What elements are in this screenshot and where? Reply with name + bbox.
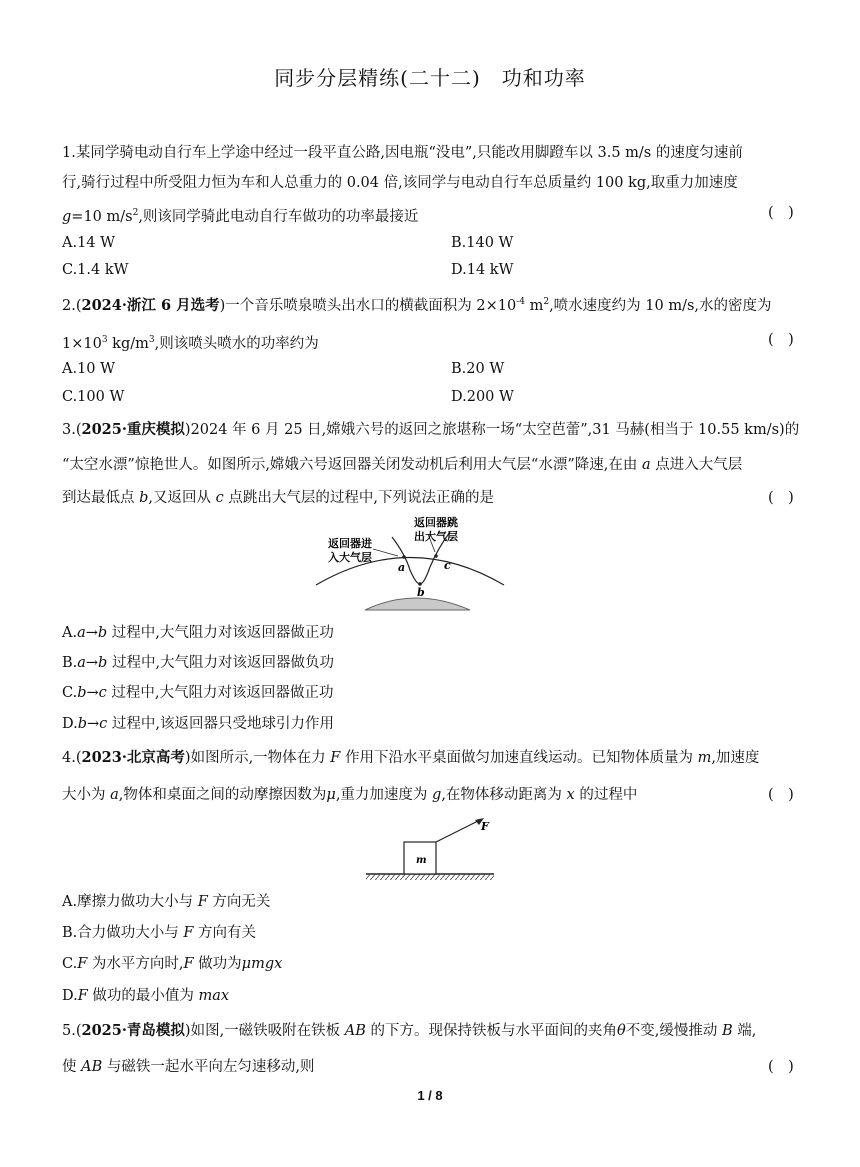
label-enter-line-1: 返回器进 [328,537,372,550]
q2-num: 2.( [62,297,82,314]
q1-line-1: 1.某同学骑电动自行车上学途中经过一段平直公路,因电瓶“没电”,只能改用脚蹬车以 3.5 m/s 的速度匀速前 [62,145,743,161]
q4-a-text-2: 方向无关 [207,894,271,910]
q3-b-pre: B. [62,655,78,671]
q2-sup-2: 2 [543,297,550,307]
q2-unit-2: kg/m [107,335,149,352]
q3-var-c: c [215,490,224,506]
q3-c-text: 过程中,大气阻力对该返回器做正功 [106,685,334,701]
q4-var-x: x [566,787,575,803]
q5-text-4: 端, [732,1023,757,1039]
q4-line-1 [62,748,759,768]
q1-sup: 2 [132,208,139,218]
q3-c-pre: C. [62,685,78,701]
label-exit-line-2: 出大气层 [414,530,458,543]
q3-d-text: 过程中,该返回器只受地球引力作用 [107,716,334,732]
block-force-figure [362,812,498,882]
q3-c-path: b→c [77,685,107,701]
q4-text-3: ,加速度 [711,750,760,766]
q4-b-text-2: 方向有关 [193,925,257,941]
q3-line-2 [62,455,742,475]
q4-var-g: g [432,787,442,803]
q2-option-d: D.200 W [451,389,514,405]
q5-var-AB: AB [344,1023,366,1039]
q4-c-text-2: 为水平方向时, [87,956,184,972]
label-enter-line-2: 入大气层 [328,551,372,564]
q4-text-8: 的过程中 [574,787,638,803]
q1-text: =10 m/s [71,208,133,225]
q4-d-expr: max [198,988,230,1004]
q1-option-c: C.1.4 kW [62,262,129,278]
label-mass-m: m [416,855,427,866]
q4-d-text-2: 做功的最小值为 [87,988,199,1004]
page-title: 同步分层精练(二十二) 功和功率 [274,66,586,90]
q4-var-mu: μ [326,787,336,803]
q5-line-2 [62,1057,314,1077]
q3-text-4: 到达最低点 [62,490,140,506]
q5-text-5: 使 [62,1059,82,1075]
q1-g-var: g [62,208,72,225]
q4-text-2: 作用下沿水平桌面做匀加速直线运动。已知物体质量为 [340,750,698,766]
q3-option-a [62,623,334,643]
q5-var-AB-2: AB [81,1059,103,1075]
q2-line-1 [62,292,772,316]
q2-line-2 [62,330,319,354]
q3-a-pre: A. [62,625,78,641]
point-c-dot [434,554,438,558]
q4-text-6: ,重力加速度为 [335,787,433,803]
q1-option-b: B.140 W [451,235,514,251]
point-a-dot [402,555,406,559]
q4-text: )如图所示,一物体在力 [184,750,331,766]
q3-source: 2025·重庆模拟 [81,421,185,438]
q2-unit: m [524,297,544,314]
q3-a-path: a→b [77,625,108,641]
q3-d-pre: D. [62,716,78,732]
q4-c-text-3: 做功为 [193,956,242,972]
page-number: 1 / 8 [417,1088,443,1103]
q4-c-text: C. [62,956,78,972]
q2-sup-3: 3 [101,335,108,345]
q3-line-1 [62,420,799,440]
q4-option-a [62,892,270,912]
q3-b-text: 过程中,大气阻力对该返回器做负功 [107,655,335,671]
q4-a-text: A.摩擦力做功大小与 [62,894,198,910]
q5-source: 2025·青岛模拟 [81,1022,185,1039]
q3-a-text: 过程中,大气阻力对该返回器做正功 [107,625,334,641]
q2-text-2: ,喷水速度约为 10 m/s,水的密度为 [549,297,772,314]
q4-option-b [62,923,256,943]
earth-surface [365,598,470,610]
q1-line-2: 行,骑行过程中所受阻力恒为车和人总重力的 0.04 倍,该同学与电动自行车总质量约 100 kg,取重力加速度 [62,175,738,191]
q5-var-theta: θ [617,1023,626,1039]
label-force-F: F [481,820,489,833]
q4-source: 2023·北京高考 [81,749,185,766]
q4-var-a: a [110,787,119,803]
label-point-c: c [444,559,451,572]
q2-text-3: ,则该喷头喷水的功率约为 [154,335,319,352]
q5-text: )如图,一磁铁吸附在铁板 [184,1023,345,1039]
q1-option-d: D.14 kW [451,262,514,278]
q5-var-B: B [721,1023,733,1039]
q4-var-m: m [697,750,712,766]
q2-density: 1×10 [62,335,102,352]
q3-text-5: ,又返回从 [148,490,216,506]
q3-d-path: b→c [77,716,108,732]
label-point-b: b [417,586,425,599]
q1-line-3 [62,203,418,227]
q5-text-2: 的下方。现保持铁板与水平面间的夹角 [365,1023,618,1039]
q3-answer-paren: ( ) [768,490,794,506]
q3-text-3: 点进入大气层 [650,457,743,473]
q5-num: 5.( [62,1023,82,1039]
q4-b-F: F [183,925,194,941]
q3-text-2: “太空水漂”惊艳世人。如图所示,嫦娥六号返回器关闭发动机后利用大气层“水漂”降速,在由 [62,457,642,473]
label-point-a: a [398,561,406,574]
q4-var-F: F [330,750,341,766]
q3-b-path: a→b [77,655,108,671]
q5-text-6: 与磁铁一起水平向左匀速移动,则 [102,1059,315,1075]
q3-option-b [62,653,334,673]
q4-text-4: 大小为 [62,787,111,803]
table-hatching [366,874,494,880]
q3-text: )2024 年 6 月 25 日,嫦娥六号的返回之旅堪称一场“太空芭蕾”,31 马赫(相当于 10.55 km/s)的 [184,422,800,438]
q4-c-F: F [77,956,88,972]
q2-option-c: C.100 W [62,389,125,405]
q3-num: 3.( [62,422,82,438]
q4-d-text: D. [62,988,78,1004]
q1-option-a: A.14 W [62,235,116,251]
q1-answer-paren: ( ) [768,205,794,221]
q4-text-5: ,物体和桌面之间的动摩擦因数为 [118,787,327,803]
q2-source: 2024·浙江 6 月选考 [81,296,220,314]
enter-pointer-line [373,549,398,556]
q4-b-text: B.合力做功大小与 [62,925,184,941]
q4-option-d [62,986,229,1006]
q4-text-7: ,在物体移动距离为 [441,787,567,803]
q2-answer-paren: ( ) [768,332,794,348]
q3-var-a: a [641,457,651,473]
q4-num: 4.( [62,750,82,766]
force-arrow-line [436,820,480,842]
label-exit-line-1: 返回器跳 [414,516,458,529]
q4-d-F: F [77,988,88,1004]
q4-a-F: F [197,894,208,910]
q2-option-b: B.20 W [451,361,505,377]
q5-text-3: 不变,缓慢推动 [625,1023,722,1039]
q5-answer-paren: ( ) [768,1059,794,1075]
q3-option-d [62,714,334,734]
q5-line-1 [62,1021,756,1041]
q4-line-2 [62,785,637,805]
q2-option-a: A.10 W [62,361,116,377]
q2-sup-4: 3 [148,335,155,345]
q2-text: )一个音乐喷泉喷头出水口的横截面积为 2×10 [219,297,517,314]
q4-c-expr: μmgx [241,956,283,972]
q3-option-c [62,683,333,703]
q4-c-F2: F [183,956,194,972]
q1-text-2: ,则该同学骑此电动自行车做功的功率最接近 [138,208,419,225]
q4-option-c [62,954,282,974]
q4-answer-paren: ( ) [768,787,794,803]
q3-text-6: 点跳出大气层的过程中,下列说法正确的是 [223,490,494,506]
q3-var-b: b [139,490,149,506]
q3-line-3 [62,488,494,508]
q2-sup: -4 [516,297,525,307]
atmosphere-skip-figure [310,512,510,612]
